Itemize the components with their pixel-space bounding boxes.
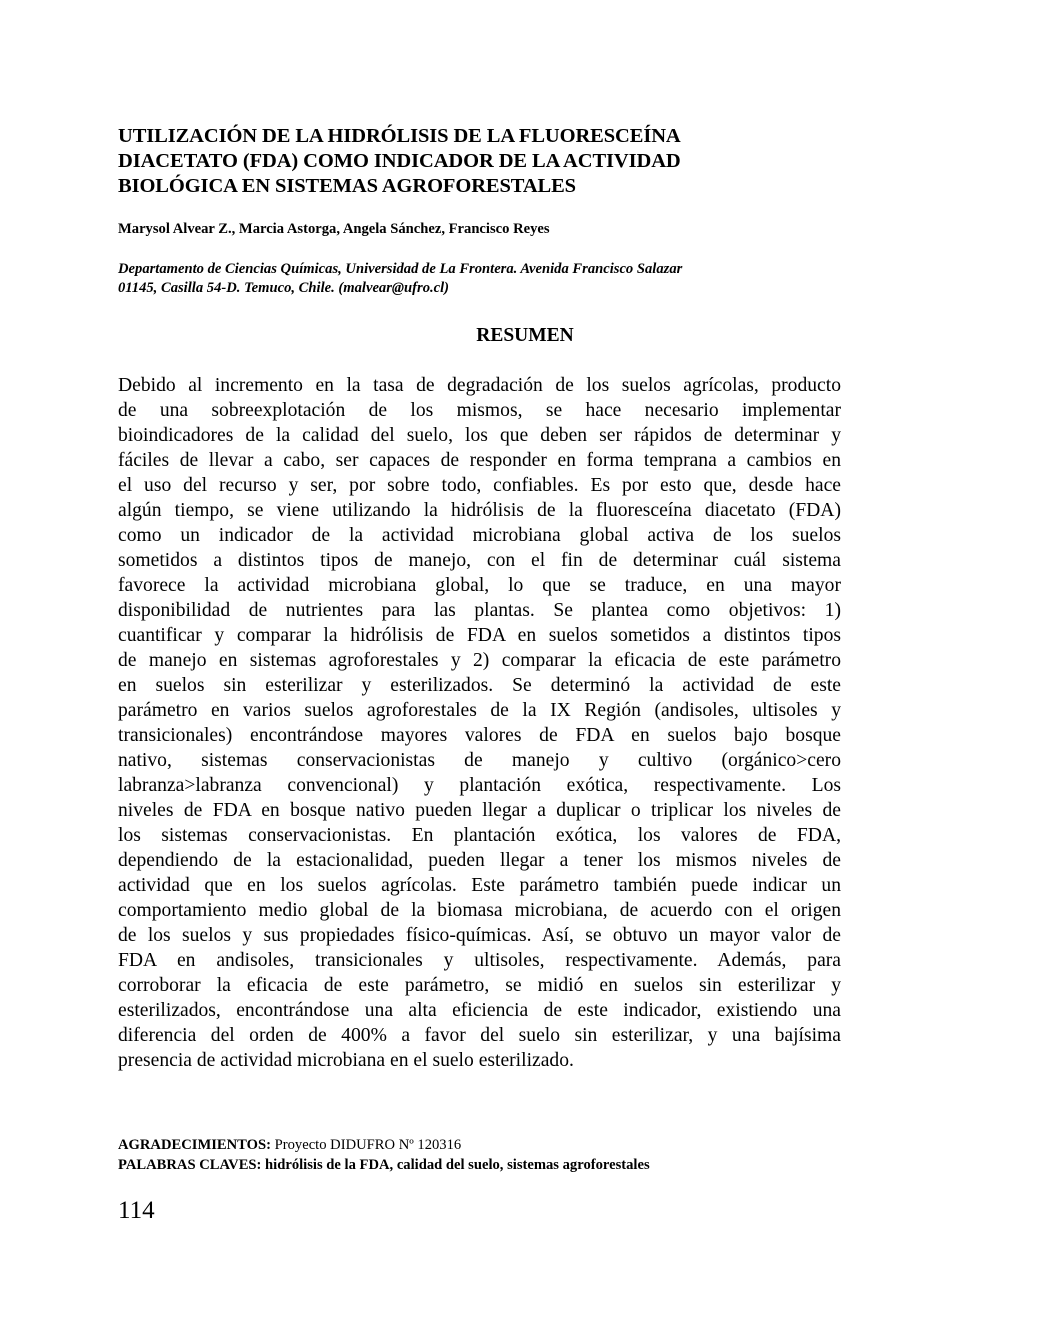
abstract-line: sometidos a distintos tipos de manejo, con el fin de determinar cuál sistema [118,550,841,571]
abstract-line: comportamiento medio global de la biomasa microbiana, de acuerdo con el origen [118,900,841,921]
keywords-label: PALABRAS CLAVES: [118,1157,262,1173]
title-line: UTILIZACIÓN DE LA HIDRÓLISIS DE LA FLUORESCEÍNA [118,125,681,147]
abstract-line: el uso del recurso y ser, por sobre todo, confiables. Es por esto que, desde hace [118,475,841,496]
abstract-line: diferencia del orden de 400% a favor del suelo sin esterilizar, y una bajísima [118,1025,841,1046]
abstract-line: presencia de actividad microbiana en el suelo esterilizado. [118,1050,574,1071]
abstract-line: de los suelos y sus propiedades físico-químicas. Así, se obtuvo un mayor valor de [118,925,841,946]
abstract-line: los sistemas conservacionistas. En plantación exótica, los valores de FDA, [118,825,841,846]
affiliation-line: 01145, Casilla 54-D. Temuco, Chile. (malvear@ufro.cl) [118,280,450,296]
abstract-line: corroborar la eficacia de este parámetro, se midió en suelos sin esterilizar y [118,975,841,996]
abstract-line: labranza>labranza convencional) y plantación exótica, respectivamente. Los [118,775,841,796]
abstract-line: disponibilidad de nutrientes para las plantas. Se plantea como objetivos: 1) [118,600,841,621]
abstract-line: en suelos sin esterilizar y esterilizados. Se determinó la actividad de este [118,675,841,696]
abstract-line: dependiendo de la estacionalidad, pueden llegar a tener los mismos niveles de [118,850,841,871]
keywords-text: hidrólisis de la FDA, calidad del suelo, sistemas agroforestales [261,1157,650,1173]
abstract-line: Debido al incremento en la tasa de degradación de los suelos agrícolas, producto [118,375,841,396]
keywords [118,1157,650,1174]
abstract-line: FDA en andisoles, transicionales y ultisoles, respectivamente. Además, para [118,950,841,971]
abstract-line: nativo, sistemas conservacionistas de manejo y cultivo (orgánico>cero [118,750,841,771]
acknowledgements-text: Proyecto DIDUFRO Nº 120316 [271,1137,462,1153]
page-number: 114 [118,1197,155,1224]
abstract-line: niveles de FDA en bosque nativo pueden llegar a duplicar o triplicar los niveles de [118,800,841,821]
abstract-line: algún tiempo, se viene utilizando la hidrólisis de la fluoresceína diacetato (FDA) [118,500,841,521]
acknowledgements [118,1137,461,1154]
abstract-line: esterilizados, encontrándose una alta eficiencia de este indicador, existiendo una [118,1000,841,1021]
acknowledgements-label: AGRADECIMIENTOS: [118,1137,271,1153]
abstract-line: como un indicador de la actividad microbiana global activa de los suelos [118,525,841,546]
abstract-line: bioindicadores de la calidad del suelo, los que deben ser rápidos de determinar y [118,425,841,446]
abstract-line: transicionales) encontrándose mayores valores de FDA en suelos bajo bosque [118,725,841,746]
section-heading: RESUMEN [476,325,574,346]
abstract-line: de una sobreexplotación de los mismos, se hace necesario implementar [118,400,841,421]
abstract-line: fáciles de llevar a cabo, ser capaces de responder en forma temprana a cambios en [118,450,841,471]
authors: Marysol Alvear Z., Marcia Astorga, Angela Sánchez, Francisco Reyes [118,221,550,237]
title-line: DIACETATO (FDA) COMO INDICADOR DE LA ACTIVIDAD [118,150,681,172]
paper-title [118,124,758,199]
abstract-line: de manejo en sistemas agroforestales y 2) comparar la eficacia de este parámetro [118,650,841,671]
abstract-line: cuantificar y comparar la hidrólisis de FDA en suelos sometidos a distintos tipos [118,625,841,646]
title-line: BIOLÓGICA EN SISTEMAS AGROFORESTALES [118,175,576,197]
abstract-line: actividad que en los suelos agrícolas. Este parámetro también puede indicar un [118,875,841,896]
abstract-line: favorece la actividad microbiana global, lo que se traduce, en una mayor [118,575,841,596]
abstract-body [118,373,841,1073]
abstract-line: parámetro en varios suelos agroforestales de la IX Región (andisoles, ultisoles y [118,700,841,721]
affiliation-line: Departamento de Ciencias Químicas, Universidad de La Frontera. Avenida Francisco Salazar [118,261,683,277]
affiliation [118,260,818,298]
